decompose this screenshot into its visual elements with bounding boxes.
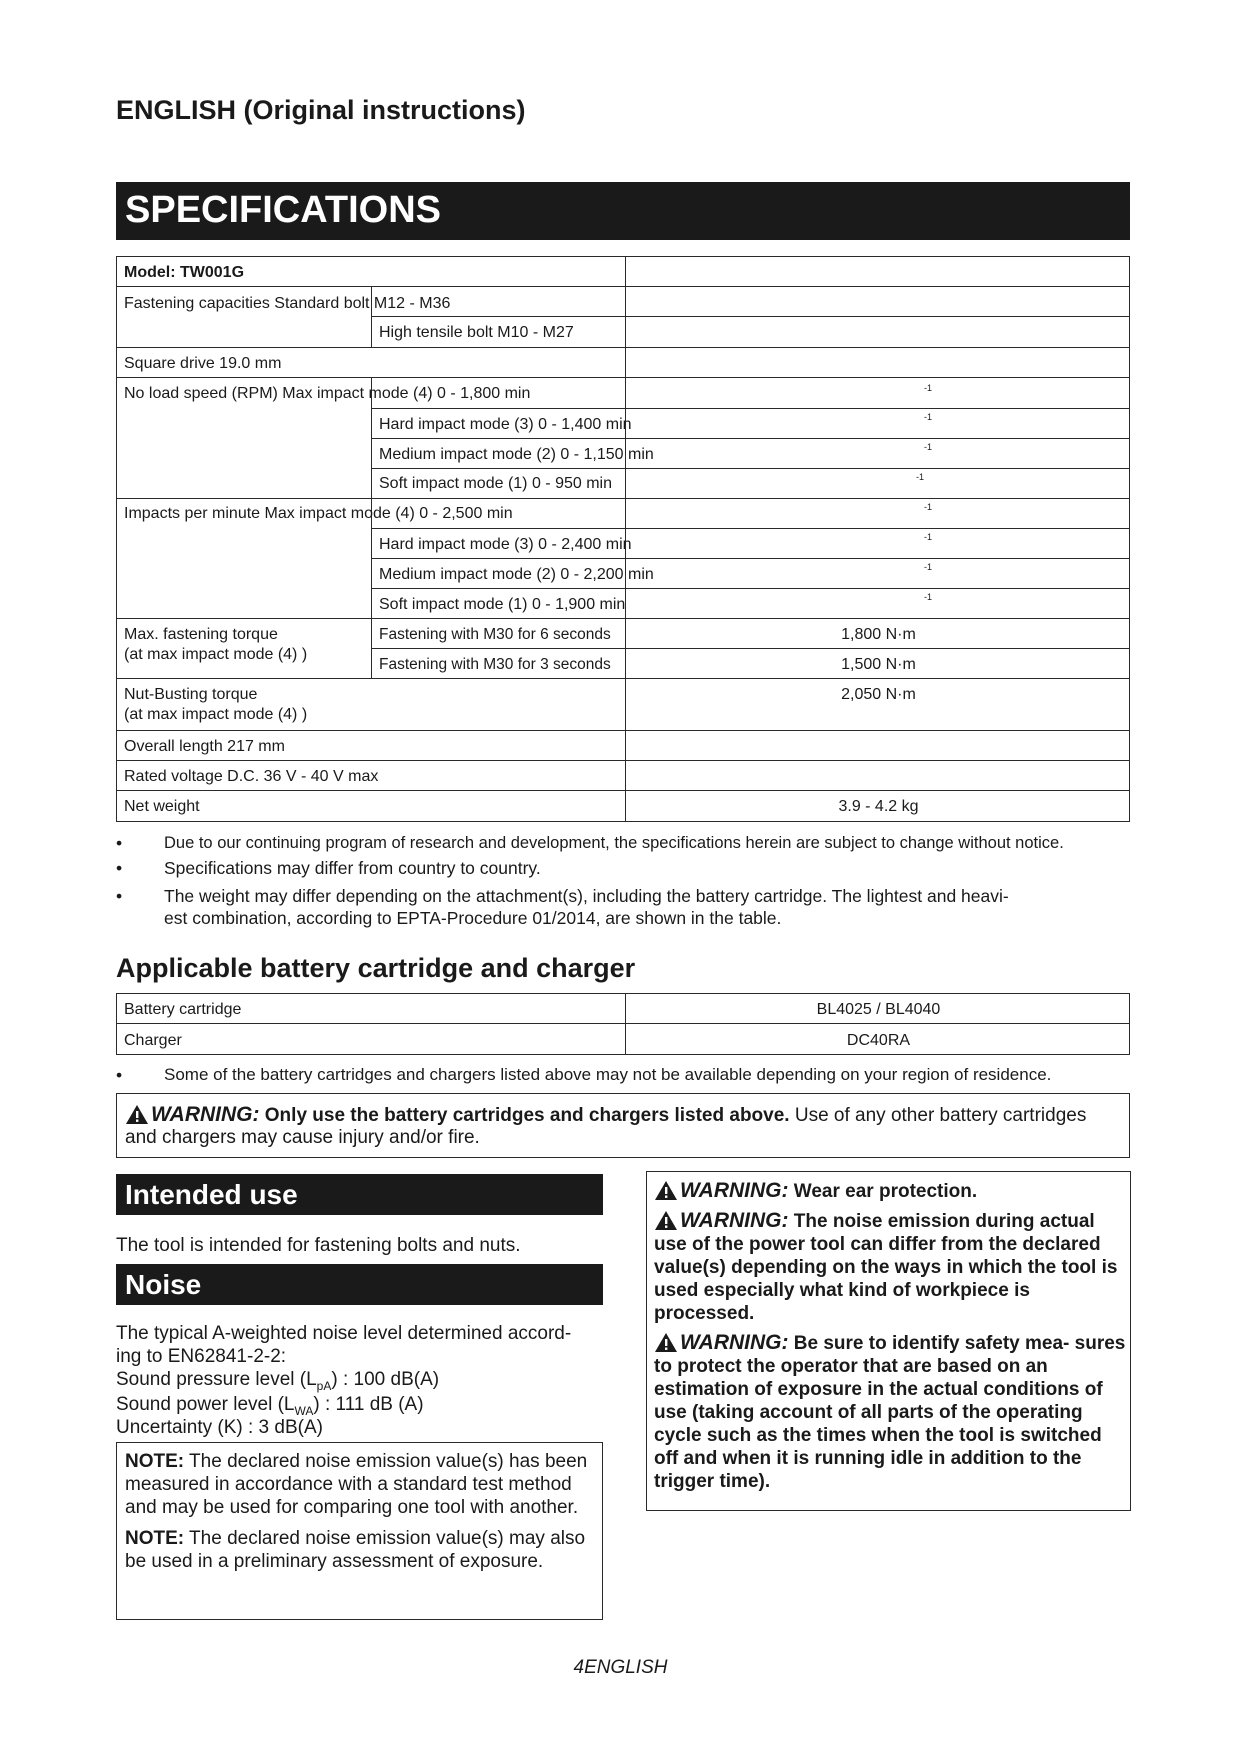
uncertainty: Uncertainty (K) : 3 dB(A) — [116, 1417, 323, 1438]
noise-text-2: ing to EN62841-2-2: — [116, 1346, 287, 1367]
table-row-divider — [371, 468, 1130, 469]
sound-pressure-label: Sound pressure level (L — [116, 1369, 317, 1390]
superscript: -1 — [916, 472, 925, 482]
noise-note-2 — [125, 1527, 602, 1573]
spec-note-3b: est combination, according to EPTA-Procedure 01/2014, are shown in the table. — [164, 908, 782, 928]
intended-use-text: The tool is intended for fastening bolts and nuts. — [116, 1235, 521, 1256]
table-row-divider — [116, 377, 1130, 378]
battery-cartridge-value: BL4025 / BL4040 — [816, 1001, 941, 1018]
warning-label: WARNING: — [151, 1103, 260, 1126]
superscript: -1 — [924, 562, 933, 572]
specifications-banner: SPECIFICATIONS — [116, 182, 1130, 240]
superscript: -1 — [924, 412, 933, 422]
table-row-divider — [116, 498, 1130, 499]
table-row-divider — [116, 730, 1130, 731]
table-row-divider — [371, 438, 1130, 439]
spec-square-drive: Square drive 19.0 mm — [124, 355, 282, 372]
charger-value: DC40RA — [846, 1032, 911, 1049]
intended-use-banner: Intended use — [116, 1174, 603, 1215]
warning-label: WARNING: — [680, 1331, 789, 1354]
noise-note-1 — [125, 1450, 602, 1519]
warning-icon — [654, 1332, 678, 1353]
spec-nut-busting-label-2: (at max impact mode (4) ) — [124, 706, 308, 723]
spec-noload-max: No load speed (RPM) Max impact mode (4) 0 - 1,800 min — [124, 385, 531, 402]
warning-icon — [654, 1180, 678, 1201]
warning-ear-text: Wear ear protection. — [788, 1181, 978, 1202]
spec-high-tensile: High tensile bolt M10 - M27 — [379, 324, 574, 341]
bullet: • — [116, 858, 123, 878]
note-label: NOTE: — [125, 1528, 185, 1549]
noise-note-1-text: The declared noise emission value(s) has been measured in accordance with a standard test method and may be used for comparing one tool with another. — [125, 1451, 588, 1518]
language-heading: ENGLISH (Original instructions) — [116, 95, 526, 125]
spec-nut-busting-label: Nut-Busting torque — [124, 686, 258, 703]
warning-rest-text: Use of any other battery cartridges — [789, 1105, 1087, 1126]
table-row-divider — [116, 347, 1130, 348]
sound-power-label: Sound power level (L — [116, 1394, 295, 1415]
noise-warnings-box — [646, 1171, 1131, 1511]
superscript: -1 — [924, 442, 933, 452]
spec-noload-medium: Medium impact mode (2) 0 - 1,150 min — [379, 446, 654, 463]
table-row-divider — [116, 618, 1130, 619]
spec-note-2: Specifications may differ from country to country. — [164, 858, 541, 878]
superscript: -1 — [924, 532, 933, 542]
bullet: • — [116, 1065, 123, 1085]
spec-fasten-6s: Fastening with M30 for 6 seconds — [379, 626, 611, 643]
warning-noise-emission — [654, 1209, 1130, 1325]
table-row-divider — [116, 790, 1130, 791]
superscript: -1 — [924, 383, 933, 393]
battery-warning-line-2: and chargers may cause injury and/or fire. — [125, 1127, 480, 1148]
noise-text-1: The typical A-weighted noise level determined accord- — [116, 1323, 572, 1344]
table-row-divider — [116, 678, 1130, 679]
spec-noload-soft: Soft impact mode (1) 0 - 950 min — [379, 475, 612, 492]
table-col-divider — [625, 993, 626, 1055]
table-row-divider — [371, 588, 1130, 589]
battery-section-title: Applicable battery cartridge and charger — [116, 953, 636, 983]
spec-note-1: Due to our continuing program of research and development, the specifications herein are subject to change without notice. — [164, 834, 1064, 852]
warning-ear-protection — [654, 1179, 1130, 1203]
superscript: -1 — [924, 592, 933, 602]
spec-ipm-max: Impacts per minute Max impact mode (4) 0 - 2,500 min — [124, 505, 513, 522]
table-row-divider — [116, 760, 1130, 761]
battery-note: Some of the battery cartridges and chargers listed above may not be available depending on your region of residence. — [164, 1065, 1052, 1084]
spec-fastening-capacities: Fastening capacities Standard bolt M12 - M36 — [124, 295, 451, 312]
sound-power-value: ) : 111 dB (A) — [313, 1394, 424, 1415]
warning-label: WARNING: — [680, 1209, 789, 1232]
spec-max-torque-label-2: (at max impact mode (4) ) — [124, 646, 308, 663]
sound-pressure-sub: pA — [316, 1378, 332, 1393]
spec-overall-length: Overall length 217 mm — [124, 738, 285, 755]
spec-note-3a: The weight may differ depending on the attachment(s), including the battery cartridge. The lightest and heavi- — [164, 886, 1009, 906]
warning-label: WARNING: — [680, 1179, 789, 1202]
warning-icon — [125, 1104, 149, 1125]
warning-noise-text: The noise emission during actual use of the power tool can differ from the declared value(s) depending on the ways in which the tool is used especially what kind of workpiece is processed. — [654, 1211, 1118, 1324]
table-row-divider — [371, 558, 1130, 559]
table-row-divider — [371, 648, 1130, 649]
warning-safety-measures — [654, 1331, 1130, 1493]
superscript: -1 — [924, 502, 933, 512]
battery-warning-line-1 — [125, 1103, 1129, 1127]
warning-icon — [654, 1210, 678, 1231]
noise-banner: Noise — [116, 1264, 603, 1305]
battery-cartridge-label: Battery cartridge — [124, 1001, 242, 1018]
battery-warning-box — [116, 1093, 1130, 1158]
spec-nut-busting-value: 2,050 N·m — [841, 686, 916, 703]
spec-max-torque-label: Max. fastening torque — [124, 626, 278, 643]
warning-safety-text: Be sure to identify safety mea- sures to protect the operator that are based on an estimation of exposure in the actual conditions of use (taking account of all parts of the operating cycle such as the times when the tool is switched off and when it is running idle in addition to the trigger time). — [654, 1333, 1126, 1492]
spec-ipm-hard: Hard impact mode (3) 0 - 2,400 min — [379, 536, 632, 553]
model-label: Model: TW001G — [124, 264, 245, 281]
charger-label: Charger — [124, 1032, 182, 1049]
bullet: • — [116, 833, 123, 853]
bullet: • — [116, 886, 123, 906]
spec-fasten-3s: Fastening with M30 for 3 seconds — [379, 656, 611, 673]
table-row-divider — [116, 286, 1130, 287]
noise-note-box — [116, 1442, 603, 1620]
spec-fasten-6s-value: 1,800 N·m — [841, 626, 916, 643]
sound-power-sub: WA — [294, 1403, 314, 1418]
page-footer: 4ENGLISH — [573, 1657, 668, 1678]
table-row-divider — [371, 528, 1130, 529]
table-col-divider — [371, 377, 372, 678]
sound-pressure-value: ) : 100 dB(A) — [331, 1369, 440, 1390]
spec-ipm-medium: Medium impact mode (2) 0 - 2,200 min — [379, 566, 654, 583]
noise-note-2-text: The declared noise emission value(s) may also be used in a preliminary assessment of exposure. — [125, 1528, 586, 1572]
warning-bold-text: Only use the battery cartridges and chargers listed above. — [259, 1105, 790, 1126]
spec-fasten-3s-value: 1,500 N·m — [841, 656, 916, 673]
spec-net-weight: Net weight — [124, 798, 200, 815]
spec-rated-voltage: Rated voltage D.C. 36 V - 40 V max — [124, 768, 379, 785]
spec-noload-hard: Hard impact mode (3) 0 - 1,400 min — [379, 416, 632, 433]
table-row-divider — [371, 316, 1130, 317]
table-row-divider — [116, 1023, 1130, 1024]
spec-ipm-soft: Soft impact mode (1) 0 - 1,900 min — [379, 596, 626, 613]
note-label: NOTE: — [125, 1451, 185, 1472]
table-row-divider — [371, 408, 1130, 409]
spec-net-weight-value: 3.9 - 4.2 kg — [838, 798, 919, 815]
